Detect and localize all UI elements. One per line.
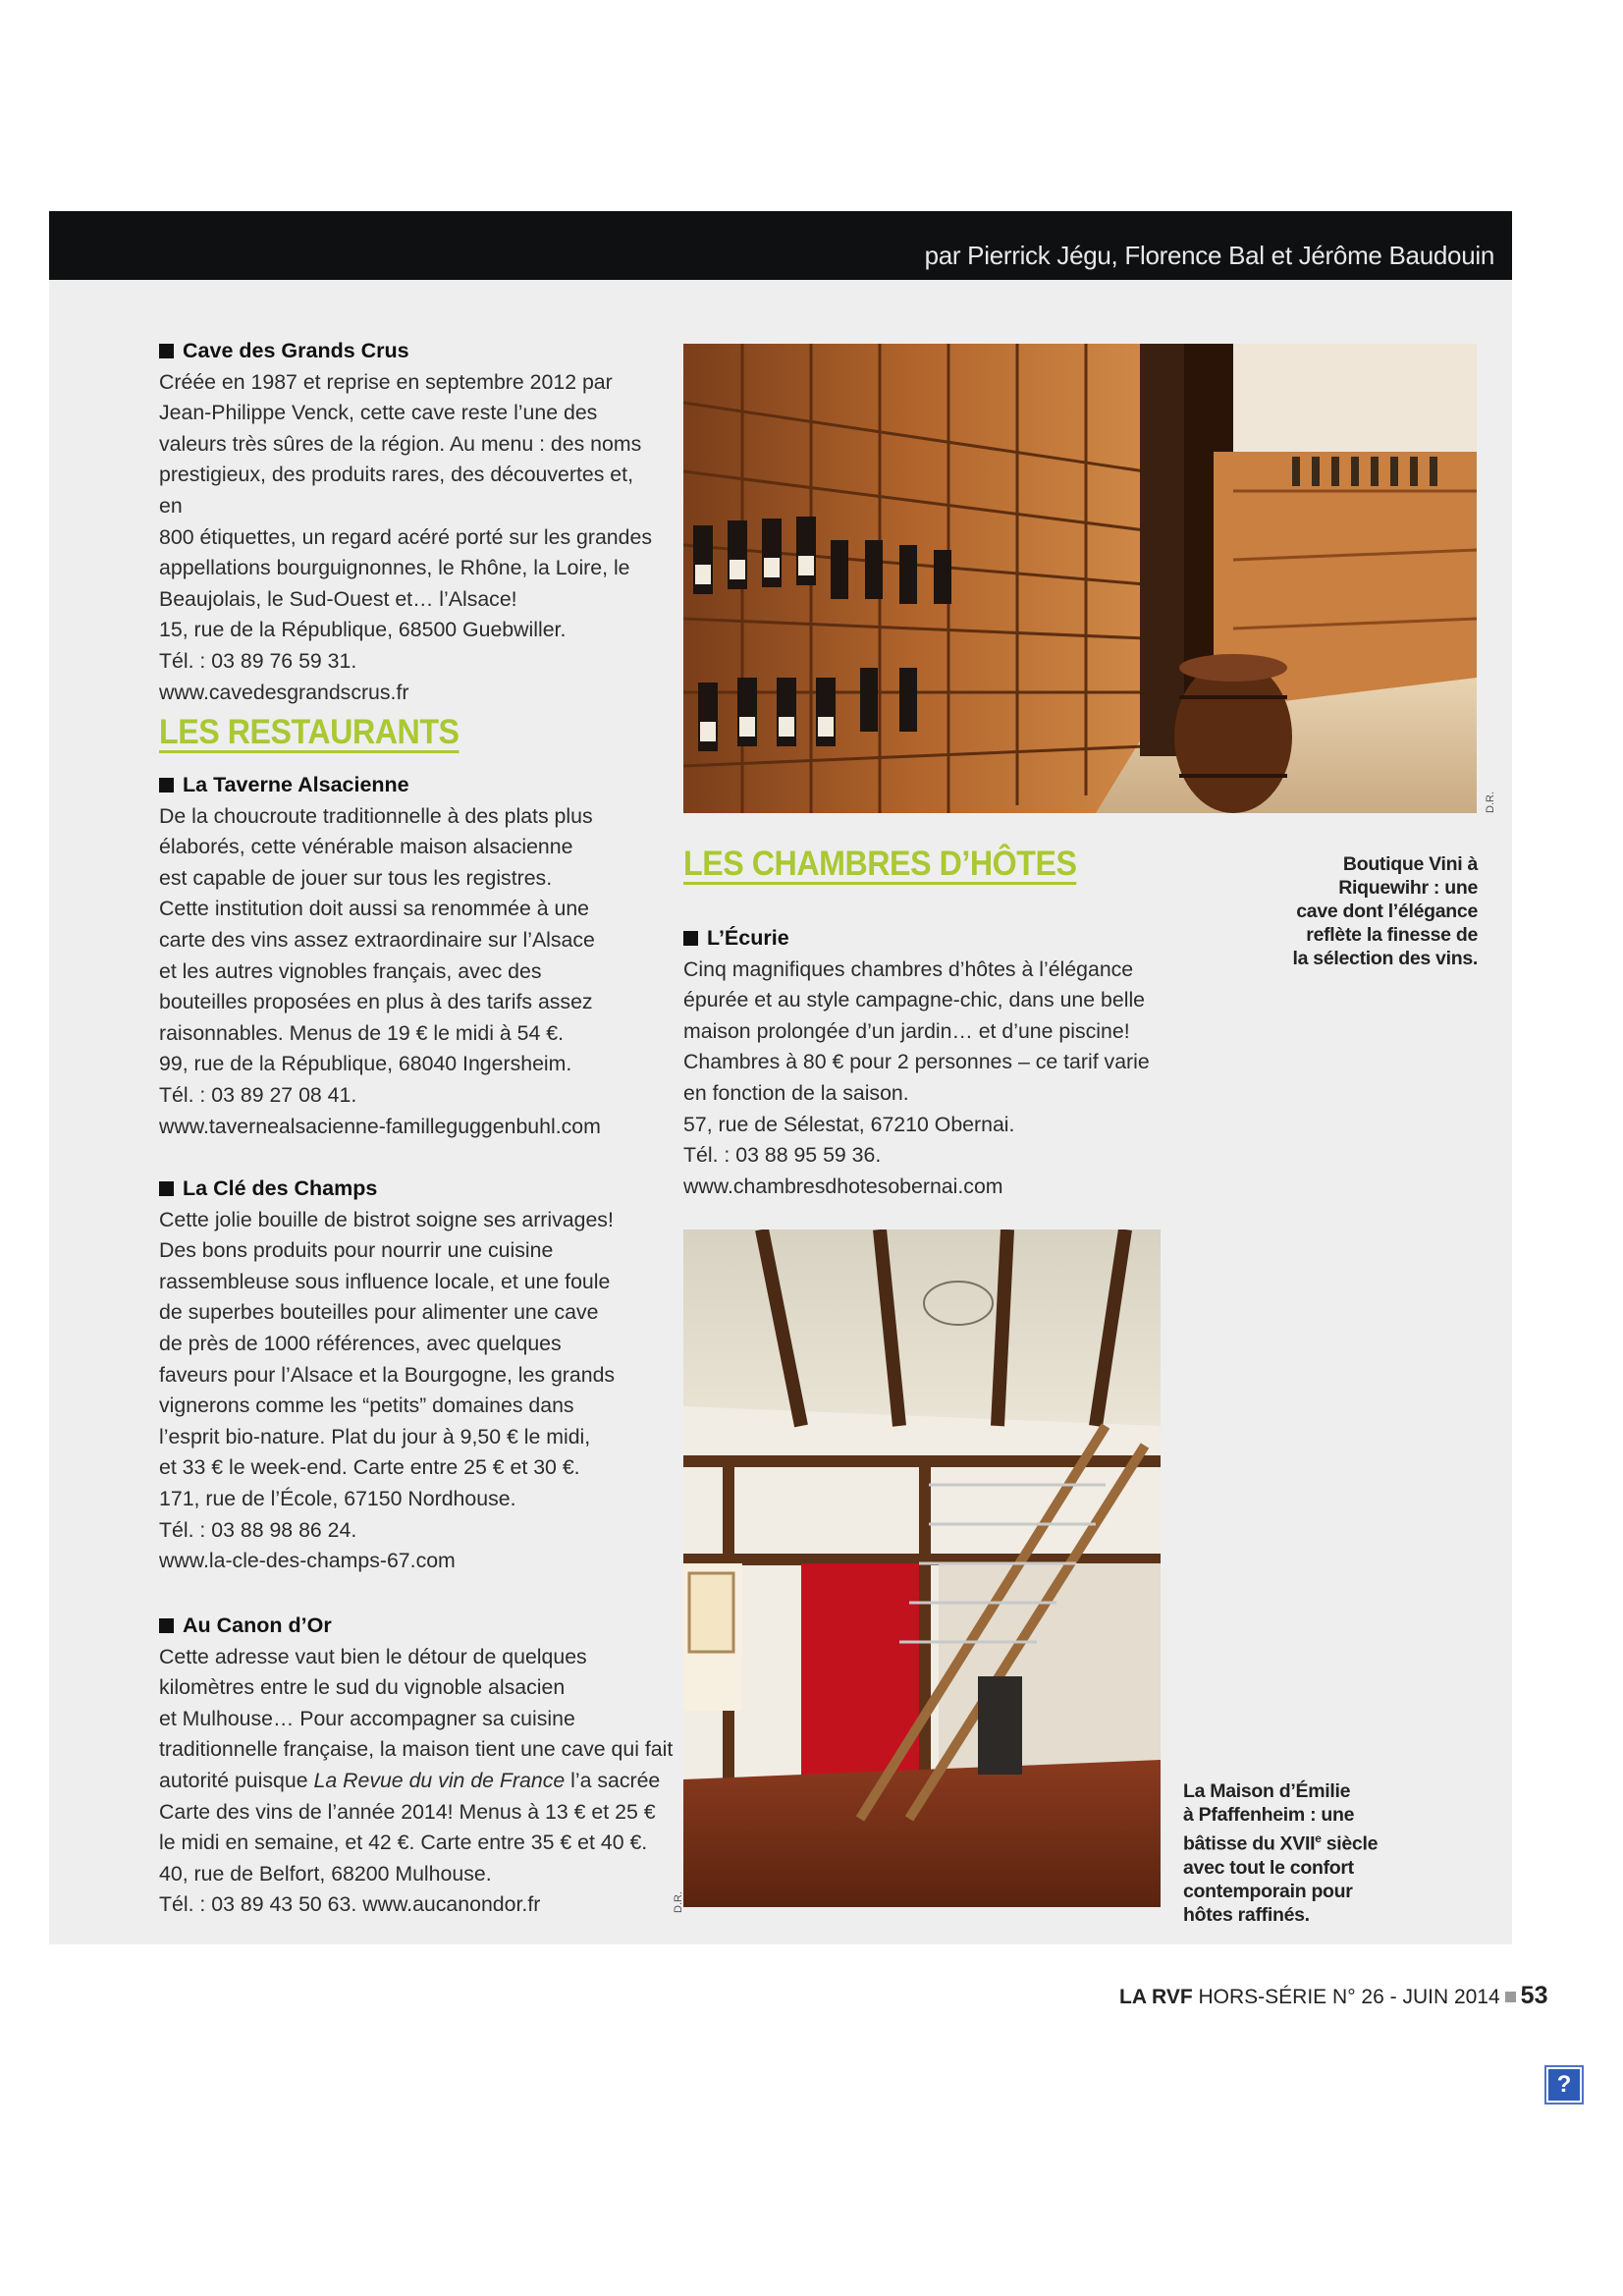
- entry-title: La Clé des Champs: [159, 1174, 660, 1205]
- interior-illustration: [683, 1230, 1161, 1907]
- body-line: Des bons produits pour nourrir une cuisine: [159, 1238, 554, 1263]
- byline: par Pierrick Jégu, Florence Bal et Jérôme Baudouin: [924, 241, 1494, 270]
- wine-cellar-illustration: [683, 344, 1477, 813]
- entry-cave-des-grands-crus: [159, 336, 660, 708]
- body-line: de superbes bouteilles pour alimenter une cave: [159, 1300, 599, 1325]
- body-line: Tél. : 03 89 27 08 41.: [159, 1082, 357, 1107]
- square-bullet-icon: [159, 344, 174, 358]
- body-line: 800 étiquettes, un regard acéré porté sur les grandes: [159, 524, 652, 549]
- body-line: www.tavernealsacienne-familleguggenbuhl.com: [159, 1114, 601, 1138]
- entry-title: Cave des Grands Crus: [159, 336, 660, 367]
- entry-au-canon-dor: Au Canon d’Or Cette adresse vaut bien le détour de quelques kilomètres entre le sud du vignoble alsacien et Mulhouse… Pour accompagner sa cuisine traditionnelle française, la maison tient une cave qui fait autorité puisque La Revue du vin de France l’a sacrée Carte des vins de l’année 2014! Menus à 13 € et 25 € le midi en semaine, et 42 €. Carte entre 35 € et 40 €. 40, rue de Belfort, 68200 Mulhouse. Tél. : 03 89 43 50 63. www.aucanondor.fr: [159, 1611, 679, 1921]
- square-bullet-icon: [159, 1618, 174, 1633]
- body-line: rassembleuse sous influence locale, et une foule: [159, 1269, 611, 1293]
- square-bullet-icon: [159, 778, 174, 793]
- body-line: www.chambresdhotesobernai.com: [683, 1174, 1003, 1198]
- body-line: valeurs très sûres de la région. Au menu : des noms: [159, 431, 642, 456]
- body-line: Chambres à 80 € pour 2 personnes – ce tarif varie: [683, 1050, 1150, 1074]
- entry-title: La Taverne Alsacienne: [159, 770, 660, 801]
- section-heading-chambres: LES CHAMBRES D’HÔTES: [683, 845, 1077, 883]
- body-line: Tél. : 03 89 76 59 31.: [159, 648, 357, 673]
- entry-taverne-alsacienne: [159, 770, 660, 1142]
- header-bar: [49, 211, 1512, 280]
- section-heading-restaurants-wrap: [159, 713, 650, 753]
- body-line: raisonnables. Menus de 19 € le midi à 54 €.: [159, 1020, 564, 1045]
- square-bullet-icon: [159, 1181, 174, 1196]
- page-footer: [1119, 1982, 1547, 2010]
- body-line: www.cavedesgrandscrus.fr: [159, 680, 409, 704]
- section-heading-chambres-wrap: [683, 845, 1174, 885]
- entry-body: [159, 367, 660, 709]
- body-line: vignerons comme les “petits” domaines dans: [159, 1394, 574, 1418]
- body-line: Cette institution doit aussi sa renommée à une: [159, 897, 590, 921]
- entry-title: Au Canon d’Or: [159, 1611, 679, 1642]
- entry-cle-des-champs: [159, 1174, 660, 1577]
- body-line: Tél. : 03 88 98 86 24.: [159, 1517, 357, 1542]
- body-line: Jean-Philippe Venck, cette cave reste l’une des: [159, 401, 598, 425]
- entry-body: [159, 801, 660, 1143]
- body-line: maison prolongée d’un jardin… et d’une piscine!: [683, 1018, 1130, 1043]
- body-line: De la choucroute traditionnelle à des plats plus: [159, 803, 593, 828]
- photo-credit: D.R.: [673, 1891, 684, 1913]
- photo-interior-staircase: [683, 1230, 1161, 1907]
- interior-caption: La Maison d’Émilie à Pfaffenheim : une bâtisse du XVIIe siècle avec tout le confort contemporain pour hôtes raffinés.: [1183, 1780, 1379, 1926]
- body-line: 171, rue de l’École, 67150 Nordhouse.: [159, 1486, 516, 1510]
- section-heading-restaurants: LES RESTAURANTS: [159, 713, 460, 751]
- body-line: en fonction de la saison.: [683, 1080, 909, 1105]
- magazine-name: LA RVF: [1119, 1986, 1193, 2008]
- body-line: 57, rue de Sélestat, 67210 Obernai.: [683, 1112, 1015, 1136]
- help-button[interactable]: ?: [1544, 2065, 1584, 2105]
- body-line: faveurs pour l’Alsace et la Bourgogne, les grands: [159, 1362, 616, 1387]
- body-line: carte des vins assez extraordinaire sur l’Alsace: [159, 927, 595, 952]
- body-line: élaborés, cette vénérable maison alsacienne: [159, 835, 573, 859]
- body-line: 15, rue de la République, 68500 Guebwiller.: [159, 618, 567, 642]
- body-line: Créée en 1987 et reprise en septembre 2012 par: [159, 369, 613, 394]
- body-line: Tél. : 03 88 95 59 36.: [683, 1143, 882, 1168]
- body-line: bouteilles proposées en plus à des tarifs assez: [159, 990, 593, 1014]
- body-line: prestigieux, des produits rares, des découvertes et, en: [159, 463, 633, 518]
- body-line: www.la-cle-des-champs-67.com: [159, 1549, 456, 1573]
- entry-body: [159, 1205, 660, 1577]
- body-line: Beaujolais, le Sud-Ouest et… l’Alsace!: [159, 586, 517, 611]
- body-line: Cette jolie bouille de bistrot soigne ses arrivages!: [159, 1207, 614, 1231]
- body-line: et 33 € le week-end. Carte entre 25 € et 30 €.: [159, 1455, 580, 1480]
- issue-info: HORS-SÉRIE N° 26 - JUIN 2014: [1192, 1986, 1500, 2008]
- body-line: épurée et au style campagne-chic, dans une belle: [683, 988, 1146, 1012]
- entry-title: L’Écurie: [683, 923, 1194, 955]
- photo-credit: D.R.: [1485, 792, 1496, 813]
- body-line: et les autres vignobles français, avec des: [159, 958, 542, 983]
- photo-wine-cellar: [683, 344, 1477, 813]
- square-separator-icon: [1505, 1992, 1516, 2002]
- body-line: appellations bourguignonnes, le Rhône, la Loire, le: [159, 556, 630, 580]
- body-line: l’esprit bio-nature. Plat du jour à 9,50 € le midi,: [159, 1424, 591, 1449]
- body-line: de près de 1000 références, avec quelques: [159, 1331, 562, 1355]
- entry-body: [683, 955, 1194, 1203]
- body-line: 99, rue de la République, 68040 Ingersheim.: [159, 1052, 572, 1076]
- body-line: Cinq magnifiques chambres d’hôtes à l’élégance: [683, 957, 1134, 981]
- body-line: est capable de jouer sur tous les registres.: [159, 865, 553, 890]
- cellar-caption: Boutique Vini à Riquewihr : une cave dont l’élégance reflète la finesse de la sélection des vins.: [1292, 853, 1478, 969]
- entry-lecurie: [683, 923, 1194, 1202]
- page-number: 53: [1520, 1982, 1548, 2009]
- square-bullet-icon: [683, 931, 698, 946]
